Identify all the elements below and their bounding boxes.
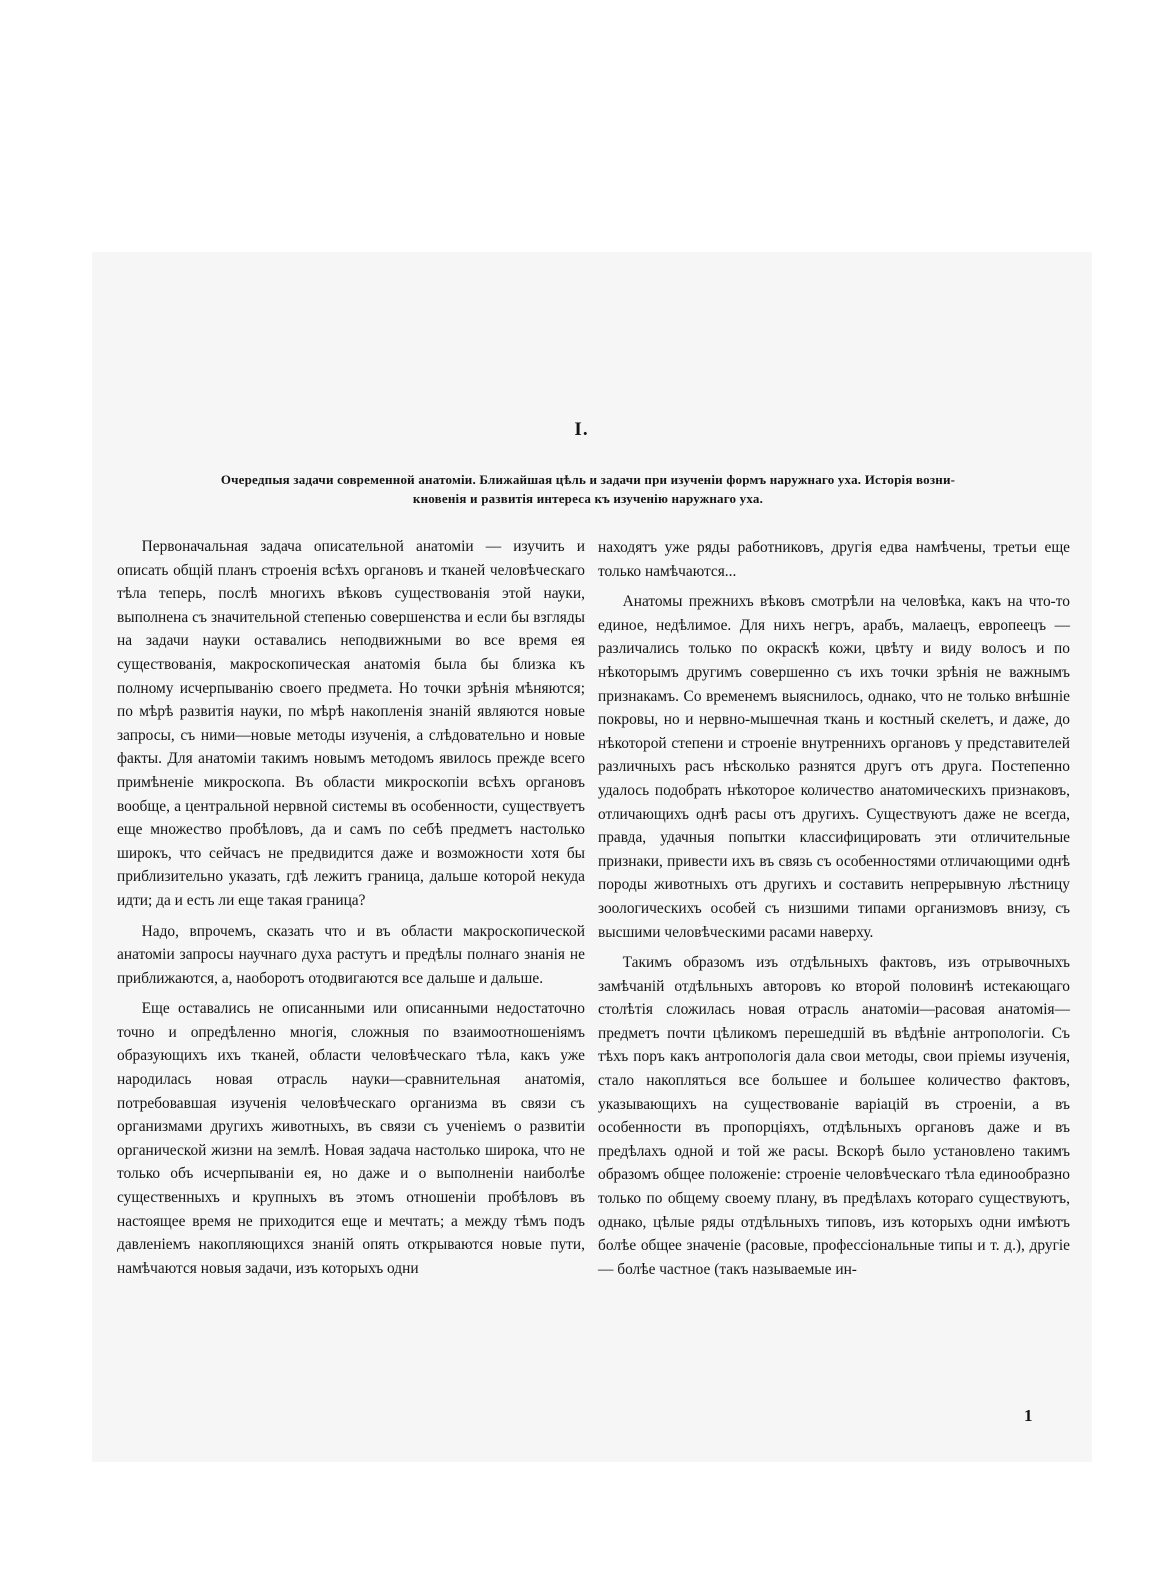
chapter-summary-line: кновенiя и развитiя интереса къ изученiю наружнаго уха. bbox=[412, 491, 764, 506]
paragraph: Надо, впрочемъ, сказать что и въ области макроскопической анатомiи запросы научнаго духа растутъ и предѣлы полнаго знанiя не приближаются, а, наоборотъ отодвигаются все дальше и дальше. bbox=[117, 922, 585, 987]
right-column bbox=[598, 536, 1070, 1288]
chapter-summary bbox=[118, 470, 1058, 508]
chapter-summary-line: Очередпыя задачи современной анатомiи. Ближайшая цѣль и задачи при изученiи формъ наружнаго уха. Исторiя возни- bbox=[220, 472, 956, 487]
paragraph: находятъ уже ряды работниковъ, другiя едва намѣчены, третьи еще только намѣчаются... bbox=[598, 539, 1070, 580]
paragraph: Первоначальная задача описательной анатомiи — изучить и описать общiй планъ строенiя всѣхъ органовъ и тканей человѣческаго тѣла теперь, послѣ многихъ вѣковъ существованiя этой науки, выполнена съ значительной степенью совершенства и если бы взгляды на задачи науки оставались неподвижными во все время ея существованiя, макроскопическая анатомiя была бы близка къ полному исчерпыванiю своего предмета. Но точки зрѣнiя мѣняются; по мѣрѣ развитiя науки, по мѣрѣ накопленiя знанiй являются новые запросы, съ ними—новые методы изученiя, а слѣдовательно и новые факты. Для анатомiи такимъ новымъ методомъ явилось прежде всего примѣненiе микроскопа. Въ области микроскопiи всѣхъ органовъ вообще, а центральной нервной системы въ особенности, существуетъ еще множество пробѣловъ, да и самъ по себѣ предметъ настолько широкъ, что сейчасъ не предвидится даже и возможности хотя бы приблизительно указать, гдѣ лежитъ граница, дальше которой некуда идти; да и есть ли еще такая граница? bbox=[117, 538, 585, 909]
page-number: 1 bbox=[1024, 1406, 1033, 1425]
chapter-number: I. bbox=[574, 419, 589, 440]
paragraph: Еще оставались не описанными или описанными недостаточно точно и опредѣленно многiя, сложныя по взаимоотношенiямъ образующихъ ихъ тканей, области человѣческаго тѣла, какъ уже народилась новая отрасль науки—сравнительная анатомiя, потребовавшая изученiя человѣческаго организма въ связи съ организмами другихъ животныхъ, въ связи съ ученiемъ о развитiи органической жизни на землѣ. Новая задача настолько широка, что не только объ исчерпыванiи ея, но даже и о выполненiи наиболѣе существенныхъ и крупныхъ въ этомъ отношенiи пробѣловъ въ настоящее время не приходится еще и мечтать; а между тѣмъ подъ давленiемъ накопляющихся знанiй опять открываются новые пути, намѣчаются новыя задачи, изъ которыхъ одни bbox=[117, 1000, 585, 1277]
paragraph: Такимъ образомъ изъ отдѣльныхъ фактовъ, изъ отрывочныхъ замѣчанiй отдѣльныхъ авторовъ ко второй половинѣ истекающаго столѣтiя сложилась новая отрасль анатомiи—расовая анатомiя—предметъ почти цѣликомъ перешедшiй въ вѣдѣнiе антропологiи. Съ тѣхъ поръ какъ антропологiя дала свои методы, свои прiемы изученiя, стало накопляться все большее и большее количество фактовъ, указывающихъ на существованiе варiацiй въ строенiи, а въ особенности въ пропорцiяхъ, отдѣльныхъ органовъ даже и въ предѣлахъ одной и той же расы. Вскорѣ было установлено такимъ образомъ общее положенiе: строенiе человѣческаго тѣла единообразно только по общему своему плану, въ предѣлахъ котораго существуютъ, однако, цѣлые ряды отдѣльныхъ типовъ, изъ которыхъ одни имѣютъ болѣе общее значенiе (расовые, профессiональные типы и т. д.), другiе — болѣе частное (такъ называемые ин- bbox=[598, 954, 1070, 1278]
paragraph: Анатомы прежнихъ вѣковъ смотрѣли на человѣка, какъ на что-то единое, недѣлимое. Для нихъ негръ, арабъ, малаецъ, европеецъ — различались только по окраскѣ кожи, цвѣту и виду волосъ и по нѣкоторымъ другимъ совершенно съ ихъ точки зрѣнiя не важнымъ признакамъ. Со временемъ выяснилось, однако, что не только внѣшнiе покровы, но и нервно-мышечная ткань и костный скелетъ, и даже, до нѣкоторой степени и строенiе внутреннихъ органовъ у представителей различныхъ расъ нѣсколько разнятся другъ отъ друга. Постепенно удалось подобрать нѣкоторое количество анатомическихъ признаковъ, отличающихъ однѣ расы отъ другихъ. Существуютъ даже не всегда, правда, удачныя попытки классифицировать эти отличительные признаки, привести ихъ въ связь съ особенностями отличающими однѣ породы животныхъ отъ другихъ и составить непрерывную лѣстницу зоологическихъ особей съ низшими типами организмовъ внизу, съ высшими человѣческими расами наверху. bbox=[598, 593, 1070, 941]
left-column bbox=[117, 535, 585, 1287]
